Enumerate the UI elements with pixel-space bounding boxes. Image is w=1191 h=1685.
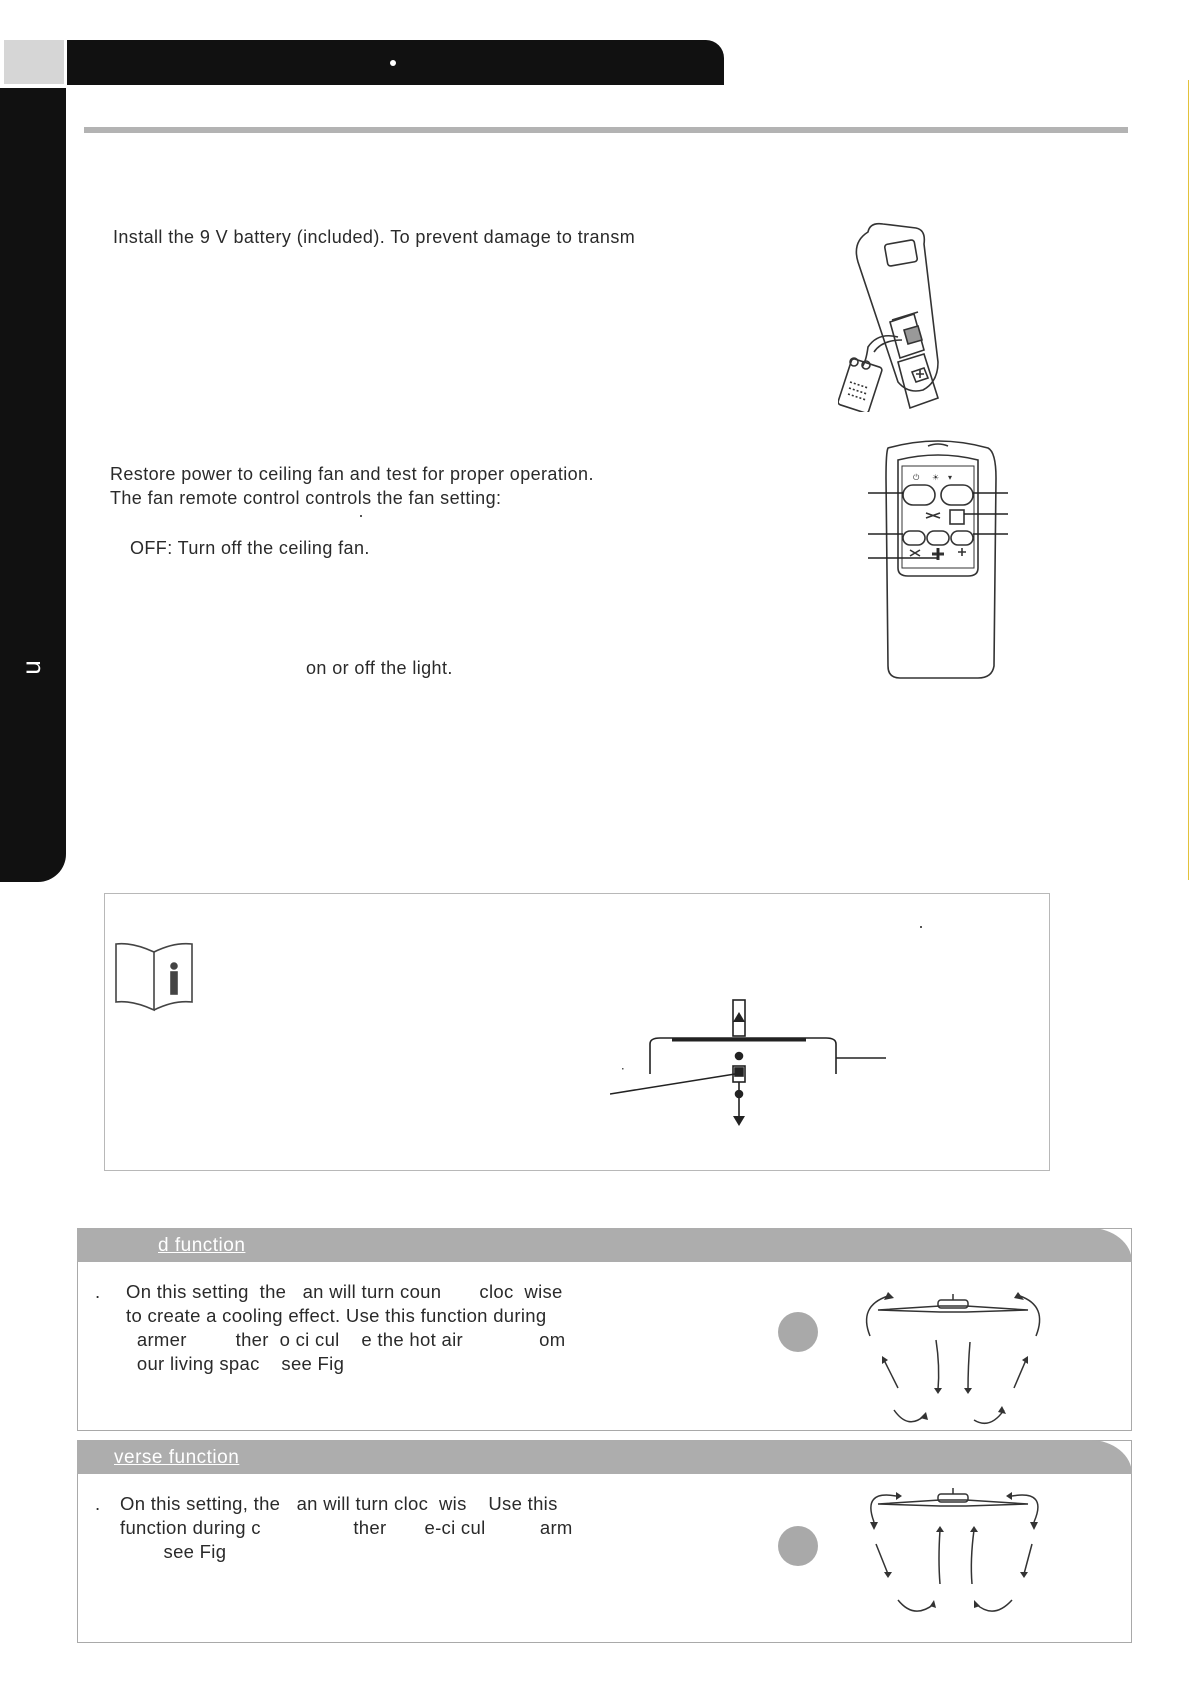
stray-mark xyxy=(360,515,362,517)
fan-setting-intro-text: The fan remote control controls the fan setting: xyxy=(110,488,502,508)
upward-airflow-icon xyxy=(856,1480,1052,1630)
install-battery-text: Install the 9 V battery (included). To prevent damage to transm xyxy=(113,227,636,247)
svg-text:☀: ☀ xyxy=(932,473,940,482)
downward-text-line: to create a cooling effect. Use this function during xyxy=(126,1305,547,1326)
section-divider xyxy=(84,127,1128,133)
reverse-marker: . xyxy=(95,1493,101,1514)
light-setting-text: on or off the light. xyxy=(306,658,453,678)
side-bar xyxy=(0,88,66,882)
downward-airflow-icon xyxy=(858,1286,1048,1430)
off-setting-text: OFF: Turn off the ceiling fan. xyxy=(130,538,370,558)
info-manual-icon xyxy=(112,940,196,1012)
reverse-function-title: verse function xyxy=(114,1447,240,1468)
reverse-text-line: On this setting, the an will turn cloc wis Use this xyxy=(120,1493,558,1514)
downward-marker: . xyxy=(95,1281,101,1302)
header-bullet xyxy=(390,60,396,66)
svg-text:⏻: ⏻ xyxy=(913,473,920,482)
downward-function-title: d function xyxy=(158,1235,246,1256)
remote-control-icon xyxy=(868,438,1008,682)
figure-marker-circle xyxy=(778,1312,818,1352)
reverse-text-line: see Fig xyxy=(120,1541,227,1562)
downward-text-line: armer ther o ci cul e the hot air om xyxy=(126,1329,566,1350)
remote-battery-icon xyxy=(838,222,988,412)
reverse-switch-diagram xyxy=(610,994,900,1130)
info-note-box xyxy=(104,893,1050,1171)
figure-marker-circle xyxy=(778,1526,818,1566)
stray-mark xyxy=(920,926,922,928)
downward-text-line: our living spac see Fig xyxy=(126,1353,345,1374)
svg-text:▾: ▾ xyxy=(948,473,953,482)
downward-text-line: On this setting the an will turn coun cloc wise xyxy=(126,1281,563,1302)
page-tab-square xyxy=(4,40,64,84)
right-edge-line xyxy=(1188,80,1189,880)
side-label: n xyxy=(20,660,51,675)
restore-power-text: Restore power to ceiling fan and test for proper operation. xyxy=(110,464,594,484)
reverse-text-line: function during c ther e-ci cul arm xyxy=(120,1517,573,1538)
